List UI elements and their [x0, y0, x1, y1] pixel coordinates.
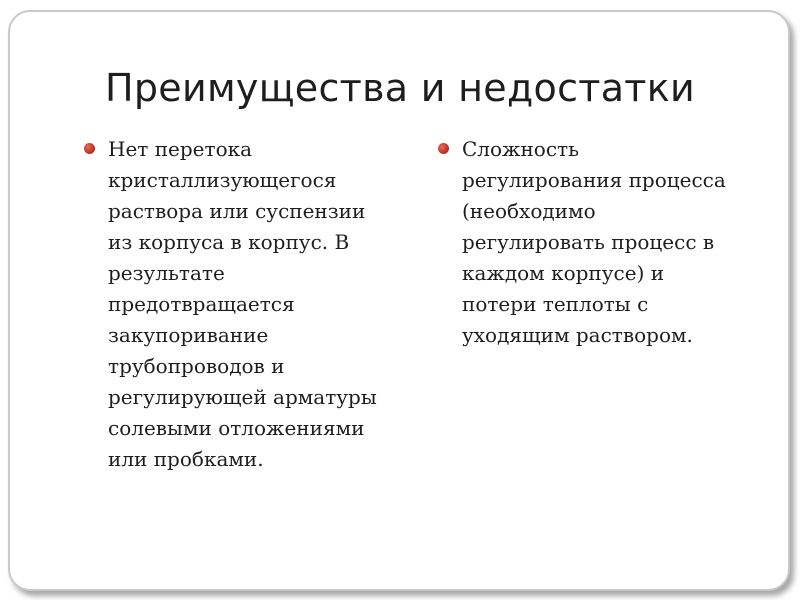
advantages-line: результате [108, 261, 225, 285]
disadvantages-text [462, 134, 762, 351]
disadvantages-line: каждом корпусе) и [462, 261, 665, 285]
advantages-line: или пробками. [108, 447, 264, 471]
advantages-line: кристаллизующегося [108, 168, 337, 192]
advantages-line: из корпуса в корпус. В [108, 230, 350, 254]
advantages-line: солевыми отложениями [108, 416, 365, 440]
advantages-line: раствора или суспензии [108, 199, 366, 223]
slide-title: Преимущества и недостатки [104, 66, 695, 110]
advantages-line: Нет перетока [108, 137, 253, 161]
disadvantages-line: (необходимо [462, 199, 596, 223]
disadvantages-line: регулировать процесс в [462, 230, 715, 254]
bullet-icon [438, 143, 449, 154]
disadvantages-line: потери теплоты с [462, 292, 649, 316]
advantages-text [108, 134, 408, 475]
disadvantages-line: Сложность [462, 137, 579, 161]
advantages-line: предотвращается [108, 292, 295, 316]
bullet-icon [84, 143, 95, 154]
advantages-line: трубопроводов и [108, 354, 285, 378]
disadvantages-line: уходящим раствором. [462, 323, 693, 347]
disadvantages-line: регулирования процесса [462, 168, 726, 192]
advantages-line: закупоривание [108, 323, 269, 347]
advantages-line: регулирующей арматуры [108, 385, 377, 409]
